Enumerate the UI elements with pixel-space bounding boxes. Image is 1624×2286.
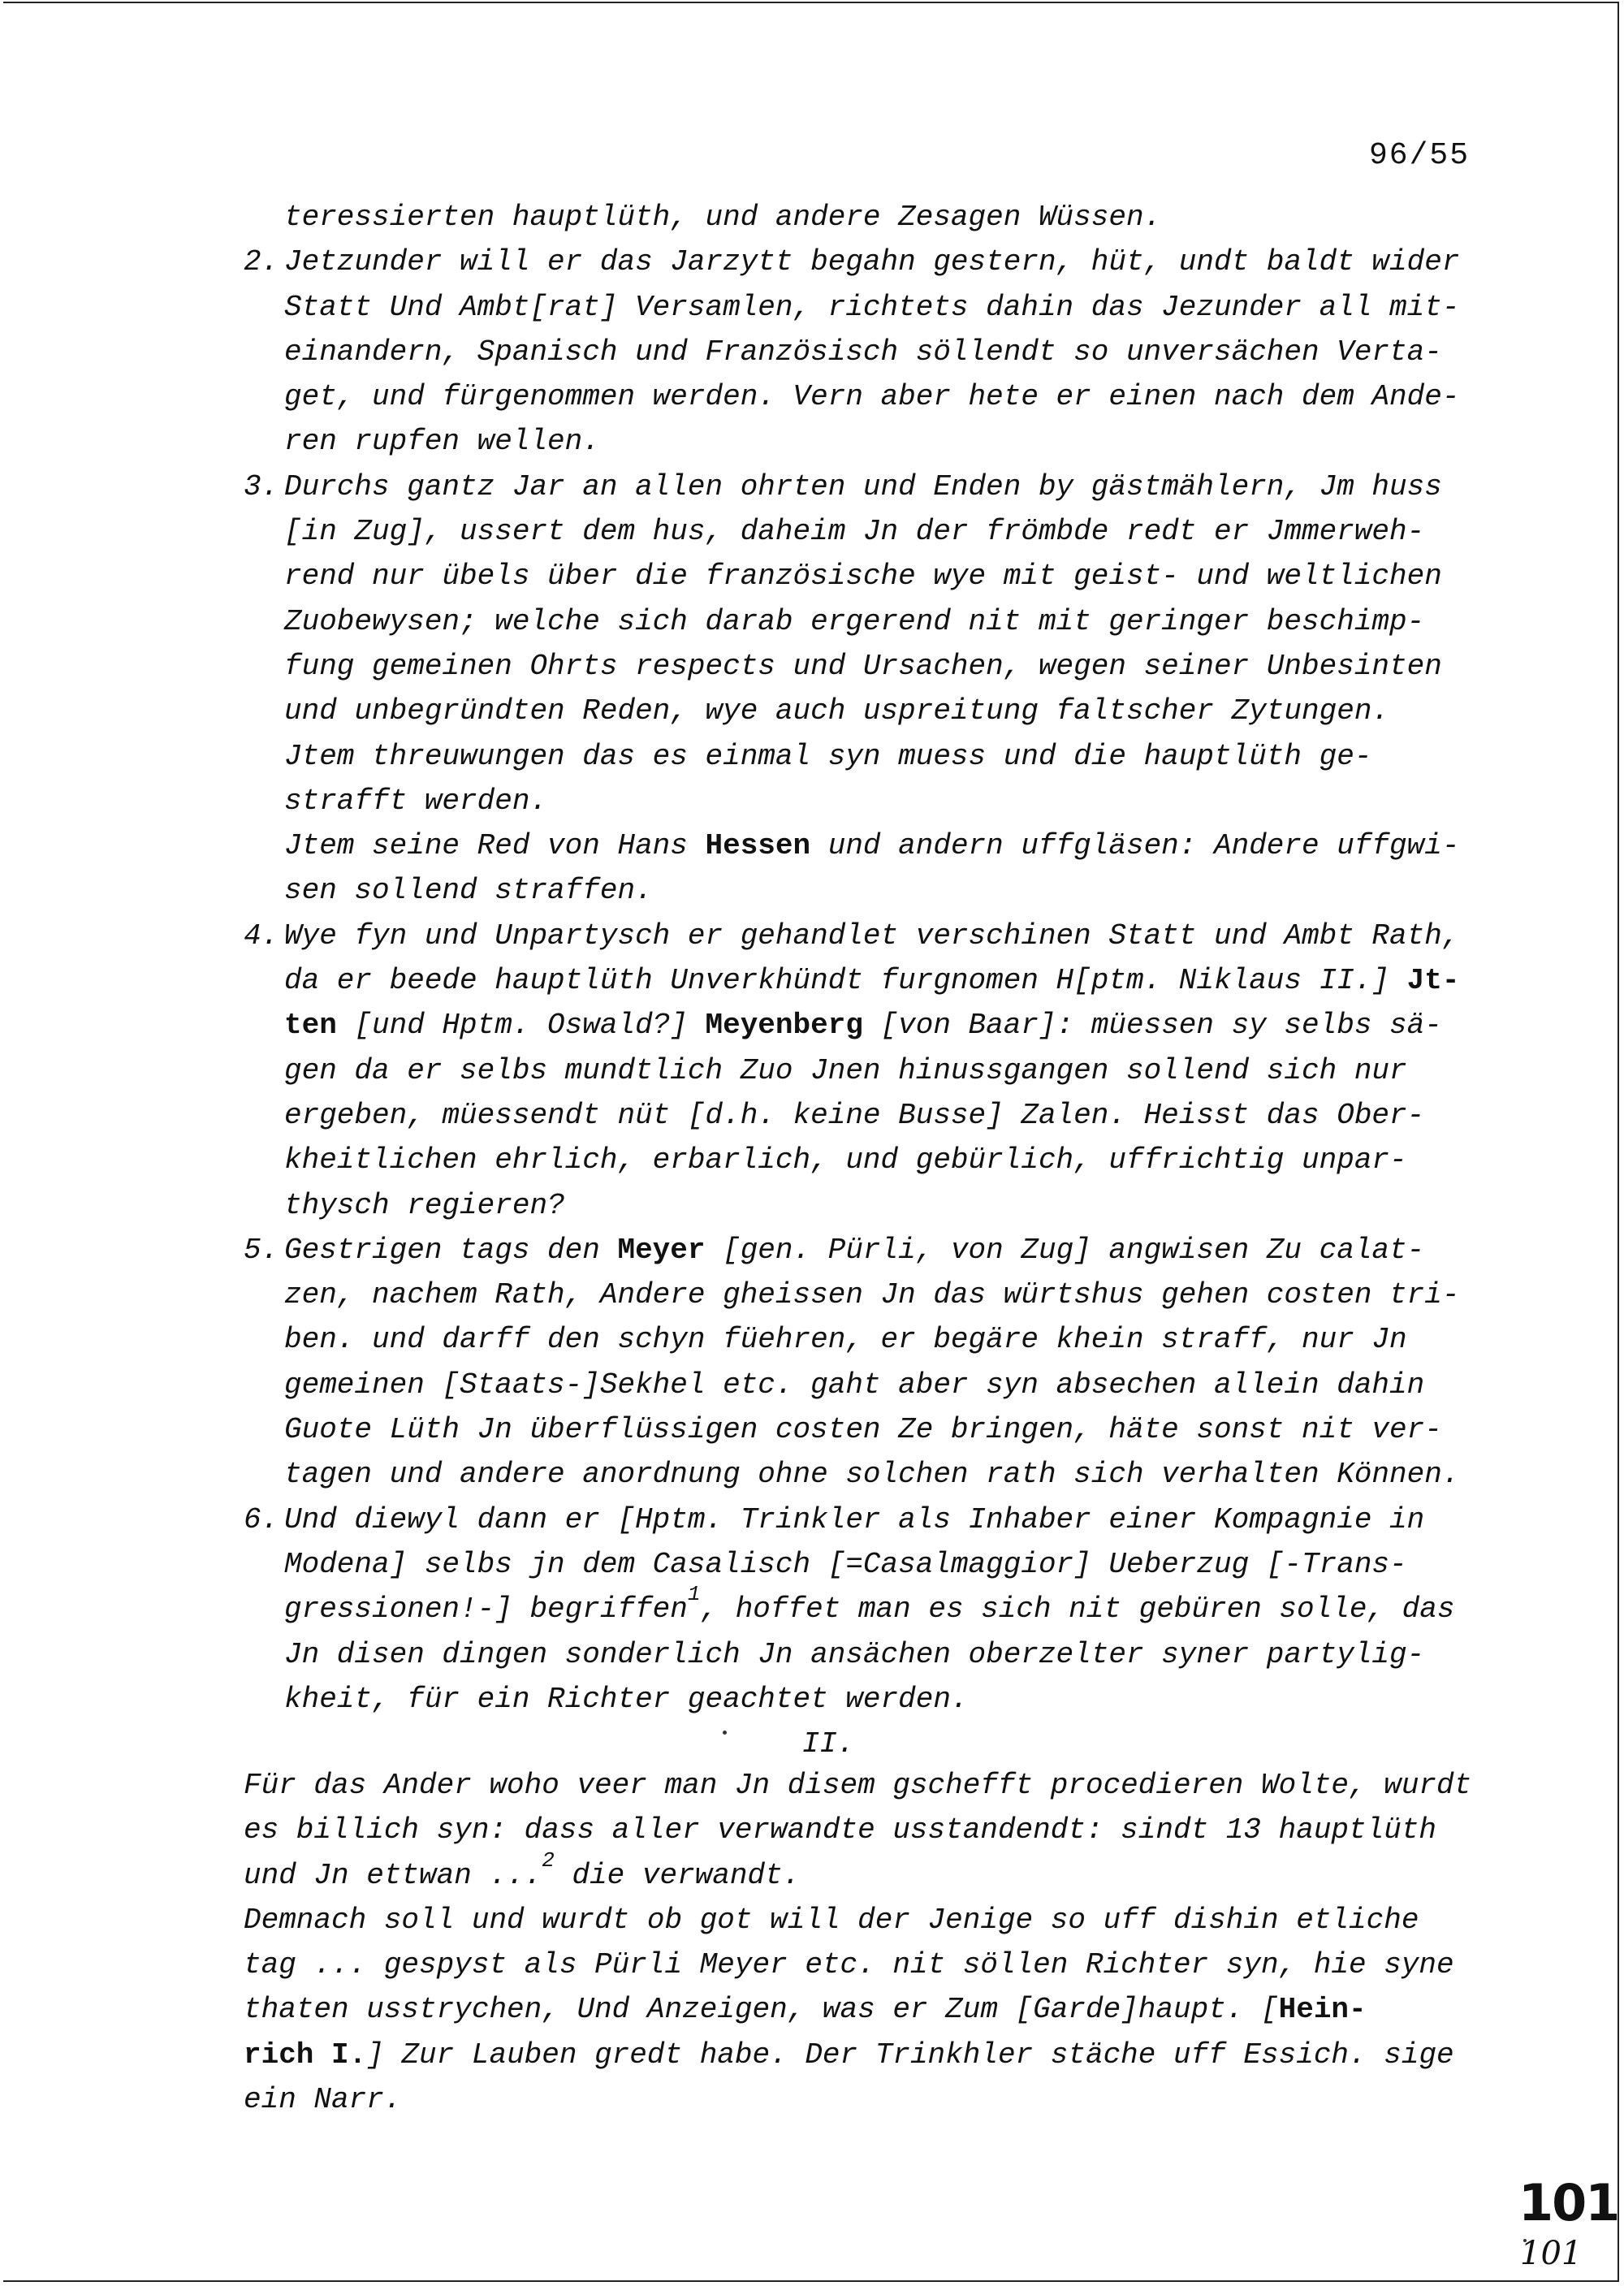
text-line: [in Zug], ussert dem hus, daheim Jn der frömbde redt er Jmmerweh-: [284, 515, 1425, 549]
text-line: teressierten hauptlüth, und andere Zesagen Wüssen.: [284, 201, 1162, 234]
text-line: kheitlichen ehrlich, erbarlich, und gebürlich, uffrichtig unpar-: [284, 1143, 1407, 1178]
text-line: [284, 958, 1510, 1003]
paragraph: [244, 1898, 1510, 2122]
text-fragment: thaten usstrychen, Und Anzeigen, was er Zum [Garde]haupt. [: [244, 1993, 1279, 2027]
bold-name: Meyer: [617, 1233, 706, 1267]
text-line: ren rupfen wellen.: [284, 425, 600, 459]
section-heading: II.: [801, 1727, 855, 1761]
text-line: [244, 2033, 1510, 2077]
bold-name: Meyenberg: [705, 1009, 863, 1043]
text-line: [284, 823, 1510, 868]
archive-stamp-number: 101: [1518, 2173, 1619, 2232]
item-number: 4.: [244, 918, 279, 953]
text-line: gemeinen [Staats-]Sekhel etc. gaht aber syn absechen allein dahin: [284, 1368, 1425, 1402]
text-line: fung gemeinen Ohrts respects und Ursachen, wegen seiner Unbesinten: [284, 649, 1442, 683]
text-line: ben. und darff den schyn füehren, er begäre khein straff, nur Jn: [284, 1323, 1407, 1357]
item-number: 2.: [244, 245, 279, 279]
text-line: [284, 1582, 1510, 1631]
list-item-3: [244, 465, 1510, 914]
text-line: Wye fyn und Unpartysch er gehandlet verschinen Statt und Ambt Rath,: [284, 918, 1460, 953]
section-two-body: [244, 1763, 1510, 2122]
text-line: [284, 1228, 1510, 1273]
text-line: ergeben, müessendt nüt [d.h. keine Busse] Zalen. Heisst das Ober-: [284, 1098, 1425, 1132]
item-number: 6.: [244, 1502, 279, 1536]
text-line: es billich syn: dass aller verwandte usstandendt: sindt 13 hauptlüth: [244, 1813, 1437, 1847]
text-fragment: [und Hptm. Oswald?]: [336, 1009, 706, 1043]
handwritten-page-number: 101: [1520, 2235, 1583, 2272]
list-item-6: [244, 1497, 1510, 1722]
text-line: Jtem threuwungen das es einmal syn muess und die hauptlüth ge-: [284, 739, 1372, 773]
text-line: Jetzunder will er das Jarzytt begahn gestern, hüt, undt baldt wider: [284, 245, 1460, 279]
paragraph: [244, 1763, 1510, 1898]
page-number: 96/55: [1369, 138, 1471, 173]
text-line: strafft werden.: [284, 784, 548, 818]
bold-name: Hein-: [1278, 1993, 1367, 2027]
text-line: sen sollend straffen.: [284, 874, 653, 908]
text-line: tagen und andere anordnung ohne solchen rath sich verhalten Können.: [284, 1458, 1460, 1492]
item-number: 3.: [244, 469, 279, 503]
text-line: einandern, Spanisch und Französisch söllendt so unversächen Verta-: [284, 335, 1442, 369]
text-line: [244, 1987, 1510, 2032]
text-line: Und diewyl dann er [Hptm. Trinkler als Inhaber einer Kompagnie in: [284, 1502, 1425, 1536]
footnote-marker: 2: [542, 1847, 555, 1873]
text-line: gen da er selbs mundtlich Zuo Jnen hinussgangen sollend sich nur: [284, 1053, 1407, 1087]
document-body: [244, 195, 1510, 1766]
text-fragment: und Jn ettwan ...: [244, 1858, 542, 1892]
text-line: Jn disen dingen sonderlich Jn ansächen oberzelter syner partylig-: [284, 1637, 1425, 1671]
text-fragment: ] Zur Lauben gredt habe. Der Trinkhler stäche uff Essich. sige: [366, 2038, 1454, 2072]
text-fragment: [gen. Pürli, von Zug] angwisen Zu calat-: [705, 1233, 1425, 1267]
item-number: 5.: [244, 1233, 279, 1267]
text-fragment: [von Baar]: müessen sy selbs sä-: [862, 1009, 1442, 1043]
list-item-2: [244, 240, 1510, 464]
bold-name: Hessen: [705, 829, 811, 863]
text-line: rend nur übels über die französische wye mit geist- und weltlichen: [284, 560, 1442, 594]
text-fragment: , hoffet man es sich nit gebüren solle, das: [700, 1592, 1455, 1627]
intro-line: [244, 195, 1510, 240]
text-line: Durchs gantz Jar an allen ohrten und Enden by gästmählern, Jm huss: [284, 469, 1442, 503]
text-line: Modena] selbs jn dem Casalisch [=Casalmaggior] Ueberzug [-Trans-: [284, 1547, 1407, 1581]
text-line: Demnach soll und wurdt ob got will der Jenige so uff dishin etliche: [244, 1903, 1419, 1937]
text-line: thysch regieren?: [284, 1188, 565, 1222]
text-fragment: die verwandt.: [554, 1858, 801, 1892]
text-fragment: da er beede hauptlüth Unverkhündt furgnomen H[ptm. Niklaus II.]: [284, 964, 1407, 998]
text-line: [284, 1003, 1510, 1048]
text-line: get, und fürgenommen werden. Vern aber hete er einen nach dem Ande-: [284, 380, 1460, 414]
scan-dot: [723, 1731, 727, 1735]
text-line: und unbegründten Reden, wye auch uspreitung faltscher Zytungen.: [284, 694, 1390, 728]
text-line: tag ... gespyst als Pürli Meyer etc. nit söllen Richter syn, hie syne: [244, 1948, 1454, 1982]
list-item-5: [244, 1228, 1510, 1497]
bold-name: rich I.: [244, 2038, 367, 2072]
text-line: Für das Ander woho veer man Jn disem gschefft procedieren Wolte, wurdt: [244, 1769, 1472, 1802]
text-fragment: Gestrigen tags den: [284, 1233, 618, 1267]
text-line: Statt Und Ambt[rat] Versamlen, richtets dahin das Jezunder all mit-: [284, 290, 1460, 324]
text-line: [244, 1847, 1510, 1898]
text-line: Zuobewysen; welche sich darab ergerend nit mit geringer beschimp-: [284, 604, 1425, 638]
list-item-4: [244, 914, 1510, 1228]
text-fragment: und andern uffgläsen: Andere uffgwi-: [810, 829, 1460, 863]
text-line: kheit, für ein Richter geachtet werden.: [284, 1682, 969, 1716]
text-line: ein Narr.: [244, 2083, 402, 2117]
text-line: Guote Lüth Jn überflüssigen costen Ze bringen, häte sonst nit ver-: [284, 1413, 1442, 1447]
text-fragment: gressionen!-] begriffen: [284, 1592, 688, 1627]
bold-name: Jt-: [1406, 964, 1460, 998]
footnote-marker: 1: [687, 1582, 701, 1607]
text-line: zen, nachem Rath, Andere gheissen Jn das würtshus gehen costen tri-: [284, 1278, 1460, 1312]
text-fragment: Jtem seine Red von Hans: [284, 829, 706, 863]
bold-name: ten: [284, 1009, 337, 1043]
